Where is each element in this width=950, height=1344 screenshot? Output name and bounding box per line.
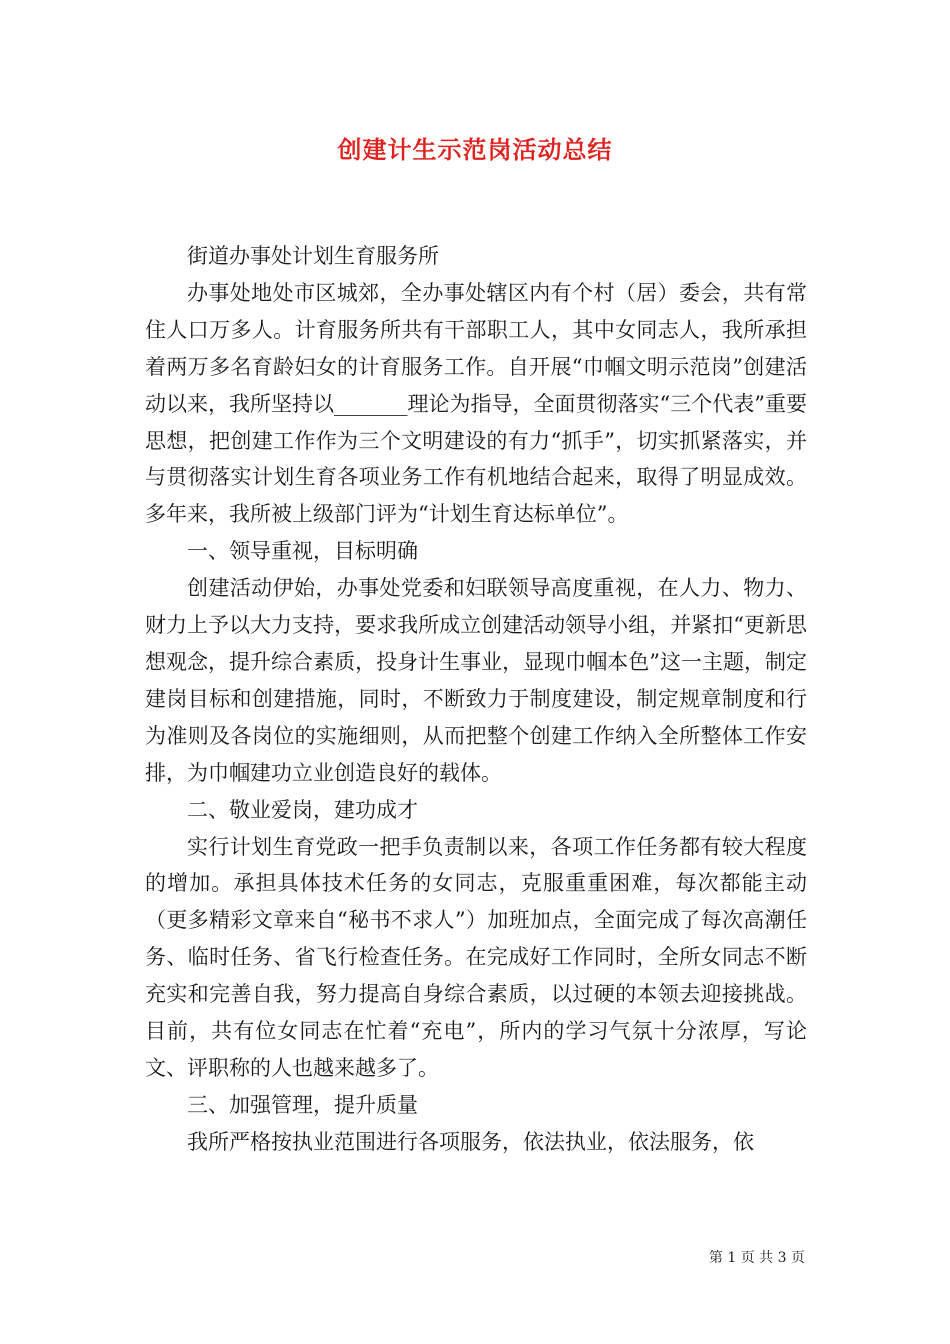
page-number-footer: 第 1 页 共 3 页 [708,1250,805,1266]
document-body [145,238,807,1161]
paragraph-organization: 街道办事处计划生育服务所 [187,244,439,268]
paragraph-intro: 办事处地处市区城郊，全办事处辖区内有个村（居）委会，共有常住人口万多人。计育服务所共有干部职工人，其中女同志人，我所承担着两万多名育龄妇女的计育服务工作。自开展“巾帼文明示范岗”创建活动以来，我所坚持以_______理论为指导，全面贯彻落实“三个代表”重要思想，把创建工作作为三个文明建设的有力“抓手”，切实抓紧落实，并与贯彻落实计划生育各项业务工作有机地结合起来，取得了明显成效。多年来，我所被上级部门评为“计划生育达标单位”。 [145,280,807,527]
paragraph-section-1: 创建活动伊始，办事处党委和妇联领导高度重视，在人力、物力、财力上予以大力支持，要求我所成立创建活动领导小组，并紧扣“更新思想观念，提升综合素质，投身计生事业，显现巾帼本色”这一主题，制定建岗目标和创建措施，同时，不断致力于制度建设，制定规章制度和行为准则及各岗位的实施细则，从而把整个创建工作纳入全所整体工作安排，为巾帼建功立业创造良好的载体。 [145,576,807,785]
section-heading-1: 一、领导重视，目标明确 [187,539,418,564]
section-heading-3: 三、加强管理，提升质量 [187,1092,418,1117]
paragraph-section-2: 实行计划生育党政一把手负责制以来，各项工作任务都有较大程度的增加。承担具体技术任务的女同志，克服重重困难，每次都能主动（更多精彩文章来自“秘书不求人”）加班加点，全面完成了每次高潮任务、临时任务、省飞行检查任务。在完成好工作同时，全所女同志不断充实和完善自我，努力提高自身综合素质，以过硬的本领去迎接挑战。目前，共有位女同志在忙着“充电”，所内的学习气氛十分浓厚，写论文、评职称的人也越来越多了。 [145,834,807,1080]
document-title: 创建计生示范岗活动总结 [337,135,613,164]
paragraph-section-3: 我所严格按执业范围进行各项服务，依法执业，依法服务，依 [187,1129,754,1154]
section-heading-2: 二、敬业爱岗，建功成才 [187,797,418,822]
